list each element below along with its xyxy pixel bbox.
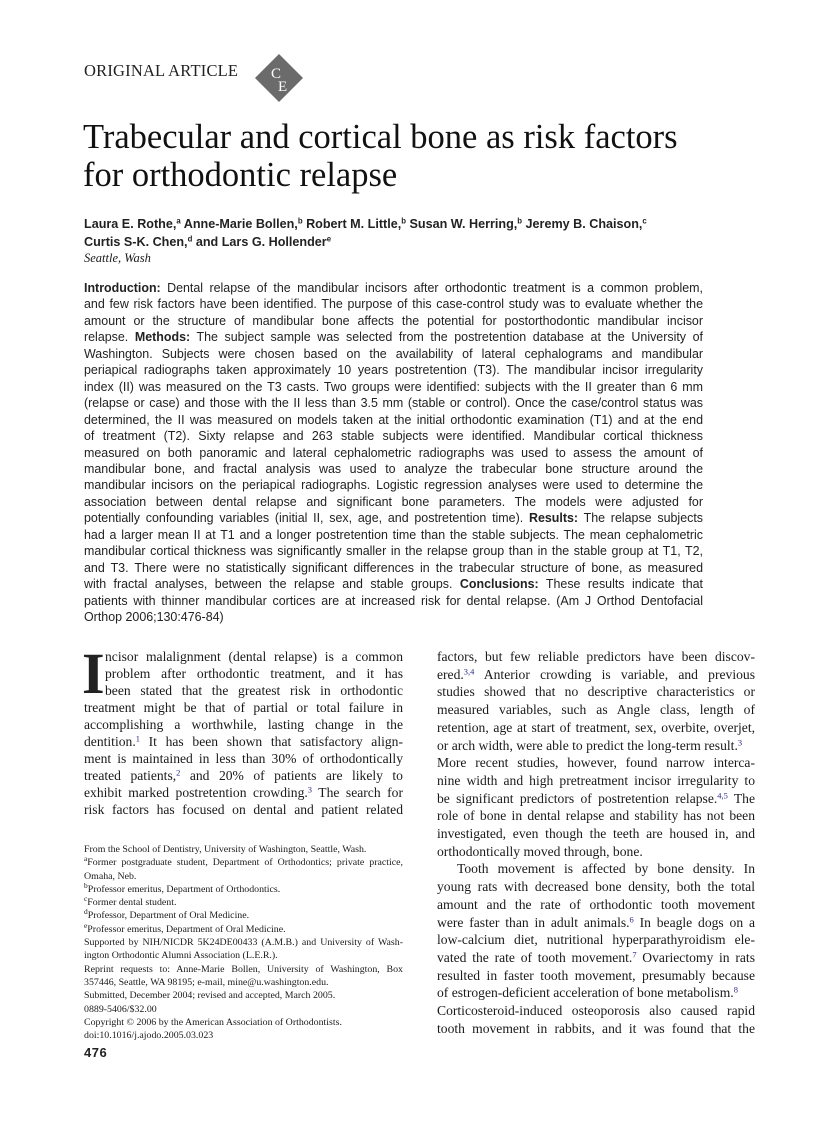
superscript: d: [187, 234, 193, 244]
text-run: Supported by NIH/NICDR 5K24DE00433 (A.M.B.) and University of Wash-: [84, 937, 403, 949]
text-run: of treatment (T2). Sixty relapse and 263 stable subjects were identified. Mandibular cortical thickness: [84, 429, 703, 444]
text-line: [437, 754, 755, 772]
text-run: problem after orthodontic treatment, and it has: [105, 666, 403, 681]
text-run: orthodontically moved through, bone.: [437, 843, 643, 859]
superscript: a: [84, 854, 88, 864]
superscript: c: [84, 894, 88, 904]
text-line: [437, 790, 755, 808]
text-line: [84, 313, 703, 329]
text-run: amount and the rate of orthodontic tooth movement: [437, 896, 755, 912]
text-run: Tooth movement is affected by bone density. In: [457, 861, 755, 877]
text-line: [84, 412, 703, 428]
text-run: measured on both panoramic and lateral cephalometric radiographs was used to assess the amount of: [84, 445, 703, 460]
text-run: The relapse subjects: [578, 511, 704, 526]
text-line: [84, 699, 403, 716]
text-run: Laura E. Rothe,: [84, 217, 177, 231]
text-run: vated the rate of tooth movement.: [437, 949, 633, 965]
text-line: [84, 494, 703, 510]
text-line: [84, 576, 703, 592]
text-run: and 20% of patients are likely to: [180, 768, 403, 783]
text-line: [84, 843, 403, 856]
text-run: were faster than in adult animals.: [437, 914, 630, 930]
superscript: e: [326, 234, 332, 244]
text-line: [84, 665, 403, 682]
article-title: [83, 118, 678, 194]
text-line: [84, 510, 703, 526]
text-run: In beagle dogs on a: [633, 914, 755, 930]
text-line: [84, 936, 403, 949]
text-run: tooth movement in rabbits, and it was found that the: [437, 1020, 755, 1036]
text-line: [84, 989, 403, 1002]
text-run: Robert M. Little,: [302, 217, 402, 231]
superscript: b: [297, 216, 303, 226]
superscript: d: [84, 907, 88, 917]
text-run: Anterior crowding is variable, and previous: [474, 666, 755, 682]
text-run: Curtis S-K. Chen,: [84, 235, 188, 249]
text-run: determined, the II was measured on models taken at the initial orthodontic examination (T1) and at the end: [84, 412, 703, 427]
superscript: c: [642, 216, 647, 226]
badge-letter-e: E: [278, 79, 288, 95]
superscript: 3: [737, 736, 743, 747]
text-run: exhibit marked postretention crowding.: [84, 785, 308, 800]
text-run: relapse.: [84, 330, 135, 345]
text-run: investigated, even though the teeth are housed in, and: [437, 826, 755, 842]
text-run: Omaha, Neb.: [84, 870, 137, 882]
text-line: [437, 843, 755, 861]
text-line: [84, 593, 703, 609]
text-line: [84, 543, 703, 559]
text-line: [437, 807, 755, 825]
text-line: [84, 784, 403, 801]
text-line: [84, 856, 403, 869]
text-run: nine width and high pretreatment incisor irregularity to: [437, 772, 755, 788]
text-line: [437, 719, 755, 737]
text-line: [84, 920, 403, 936]
superscript: b: [401, 216, 406, 226]
section-heading: Conclusions:: [459, 577, 539, 592]
superscript: 4,5: [717, 790, 728, 800]
text-run: and T3. There were no statistically significant differences in the trabecular structure of bone, as measured: [84, 560, 703, 575]
text-run: resulted in faster tooth movement, presumably because: [437, 967, 755, 983]
text-run: treatment might be that of partial or total failure in: [84, 700, 403, 715]
text-run: association between dental relapse and significant bone parameters. The models were adjusted for: [84, 494, 703, 509]
superscript: 3,4: [463, 666, 475, 677]
text-run: Ovariectomy in rats: [636, 949, 755, 965]
text-run: accomplishing a worthwhile, lasting change in the: [84, 717, 403, 732]
text-run: ington Orthodontic Alumni Association (L.E.R.).: [84, 950, 278, 962]
text-run: It has been shown that satisfactory align-: [139, 734, 403, 749]
text-run: low-calcium diet, nutritional hyperparathyroidism ele-: [437, 932, 755, 948]
text-run: Former postgraduate student, Department of Orthodontics; private practice,: [87, 857, 403, 869]
text-run: Professor emeritus, Department of Orthodontics.: [87, 883, 281, 895]
text-line: [437, 1002, 755, 1020]
text-line: [84, 648, 403, 665]
section-label: ORIGINAL ARTICLE: [84, 61, 239, 80]
text-run: Professor, Department of Oral Medicine.: [87, 910, 250, 922]
text-run: potentially confounding variables (initial II, sex, age, and postretention time).: [84, 511, 529, 526]
text-line: [84, 296, 703, 312]
text-line: [437, 949, 755, 967]
text-line: [84, 909, 403, 922]
text-line: [437, 967, 755, 985]
text-run: index (II) was measured on the T3 casts. Two groups were identified: subjects with the II greater than 6 mm: [84, 379, 703, 394]
title-line: Trabecular and cortical bone as risk factors: [83, 118, 678, 156]
text-run: and few risk factors have been identified. The purpose of this case-control study was to evaluate whether the: [84, 297, 703, 312]
text-run: or arch width, were able to predict the long-term result.: [437, 737, 738, 753]
superscript: 7: [632, 949, 637, 960]
text-line: [84, 428, 703, 444]
drop-cap: I: [82, 641, 105, 706]
text-run: mandibular cortical thickness was significantly smaller in the relapse group than in the stable group at T1, T2,: [84, 544, 703, 559]
text-run: Orthop 2006;130:476-84): [84, 610, 224, 625]
text-line: [84, 461, 703, 477]
text-line: [84, 609, 703, 625]
superscript: 3: [307, 784, 312, 795]
text-run: patients with thinner mandibular cortices are at increased risk for dental relapse. (Am J Orthod Dentofacial: [84, 593, 703, 608]
text-run: (relapse or case) and those with the II less than 3.5 mm (stable or control). Once the case/control status was: [84, 396, 703, 411]
author-list: [84, 215, 647, 251]
body-column-right: [437, 648, 755, 1037]
text-run: Susan W. Herring,: [406, 217, 518, 231]
text-run: dentition.: [84, 734, 136, 749]
text-line: [84, 395, 703, 411]
text-line: [437, 931, 755, 949]
text-line: [84, 870, 403, 883]
text-run: Submitted, December 2004; revised and accepted, March 2005.: [84, 990, 336, 1002]
text-run: 0889-5406/$32.00: [84, 1003, 157, 1015]
text-run: From the School of Dentistry, University of Washington, Seattle, Wash.: [84, 844, 367, 855]
text-run: doi:10.1016/j.ajodo.2005.03.023: [84, 1030, 214, 1042]
text-line: [437, 666, 755, 684]
text-line: [84, 733, 403, 750]
text-run: had a larger mean II at T1 and a longer postretention time than the stable subjects. The mean cephalometric: [84, 527, 703, 542]
section-heading: Results:: [528, 511, 579, 526]
text-run: ment is maintained in less than 30% of orthodontically: [84, 751, 403, 766]
text-run: More recent studies, however, found narrow interca-: [437, 755, 755, 771]
text-line: [437, 701, 755, 719]
text-run: risk factors has focused on dental and patient related: [84, 802, 403, 817]
text-run: Jeremy B. Chaison,: [522, 217, 643, 231]
text-line: [84, 1003, 403, 1016]
section-heading: Methods:: [134, 330, 191, 345]
text-line: [84, 527, 703, 543]
text-run: amount or the structure of mandibular bone affects the potential for postorthodontic mandibular incisor: [84, 313, 703, 328]
text-line: [84, 379, 703, 395]
text-run: with fractal analyses, between the relapse and stable groups.: [84, 577, 460, 592]
ce-badge-icon: [254, 53, 304, 103]
text-line: [84, 767, 403, 784]
text-line: [84, 963, 403, 976]
text-line: [437, 648, 755, 666]
section-heading: Introduction:: [84, 281, 161, 295]
text-line: [437, 772, 755, 790]
superscript: 6: [629, 913, 634, 924]
text-line: [437, 896, 755, 914]
text-run: factors, but few reliable predictors have been discov-: [437, 649, 755, 664]
text-run: periapical radiographs taken approximately 10 years postretention (T3). The mandibular incisor irregularity: [84, 363, 703, 378]
text-line: [84, 1016, 403, 1029]
text-line: [84, 477, 703, 493]
text-run: of estrogen-deficient acceleration of bone metabolism.: [437, 985, 734, 1001]
text-run: mandibular incisors on the periapical radiographs. Logistic regression analyses were used to determine the: [84, 478, 703, 493]
abstract: [84, 280, 703, 626]
text-run: Reprint requests to: Anne-Marie Bollen, University of Washington, Box: [84, 963, 403, 975]
text-line: [84, 682, 403, 699]
text-run: ered.: [437, 666, 464, 682]
text-run: The subject sample was selected from the postretention database at the University of: [190, 330, 703, 345]
text-run: 357446, Seattle, WA 98195; e-mail, mine@u.washington.edu.: [84, 976, 329, 988]
text-line: [84, 896, 403, 909]
text-run: The search for: [312, 785, 403, 800]
badge-letter-c: C: [271, 66, 282, 82]
text-line: [84, 445, 703, 461]
text-run: be significant predictors of postretention relapse.: [437, 790, 718, 806]
text-run: Copyright © 2006 by the American Association of Orthodontists.: [84, 1016, 342, 1028]
text-line: [84, 716, 403, 733]
text-line: [84, 280, 703, 296]
text-line: [84, 949, 403, 962]
superscript: a: [176, 216, 181, 226]
page-number: 476: [84, 1045, 108, 1060]
text-run: Former dental student.: [87, 897, 177, 909]
text-run: measured variables, such as Angle class, length of: [437, 702, 755, 718]
text-line: [84, 976, 403, 989]
author-line: [84, 215, 647, 233]
superscript: 2: [176, 767, 181, 778]
superscript: e: [84, 920, 88, 930]
text-run: ncisor malalignment (dental relapse) is a common: [105, 649, 403, 664]
text-line: [437, 860, 755, 878]
text-line: [84, 560, 703, 576]
superscript: 1: [135, 733, 140, 744]
text-line: [84, 1029, 403, 1042]
text-line: [84, 750, 403, 767]
text-run: Washington. Subjects were chosen based on the availability of lateral cephalograms and mandibular: [84, 346, 703, 361]
author-location: Seattle, Wash: [84, 251, 151, 265]
text-run: Professor emeritus, Department of Oral Medicine.: [87, 923, 286, 935]
text-run: Corticosteroid-induced osteoporosis also caused rapid: [437, 1003, 755, 1019]
text-run: These results indicate that: [538, 577, 703, 592]
text-run: Anne-Marie Bollen,: [180, 217, 298, 231]
text-run: been stated that the greatest risk in orthodontic: [105, 683, 403, 698]
text-line: [84, 880, 403, 896]
text-line: [437, 825, 755, 843]
title-line: for orthodontic relapse: [83, 156, 398, 194]
text-line: [437, 737, 755, 755]
text-line: [84, 801, 403, 818]
body-column-left: [82, 641, 403, 818]
superscript: b: [517, 216, 523, 226]
text-run: treated patients,: [84, 768, 177, 783]
text-line: [437, 1020, 755, 1038]
text-run: and Lars G. Hollender: [192, 235, 327, 249]
text-line: [437, 683, 755, 701]
text-run: The: [727, 790, 756, 806]
text-run: role of bone in dental relapse and stability has not been: [437, 808, 755, 824]
superscript: b: [84, 880, 88, 890]
text-line: [84, 362, 703, 378]
author-line: [84, 233, 647, 251]
text-line: [84, 346, 703, 362]
text-run: studies showed that no descriptive characteristics or: [437, 684, 755, 700]
text-line: [437, 914, 755, 932]
text-run: young rats with decreased bone density, both the total: [437, 879, 755, 895]
superscript: 8: [733, 984, 738, 995]
text-line: [437, 878, 755, 896]
footnotes: [84, 843, 403, 1042]
text-line: [84, 329, 703, 345]
text-run: retention, age at start of treatment, sex, overbite, overjet,: [437, 719, 755, 735]
text-run: mandibular bone, and fractal analysis was used to analyze the trabecular bone structure around the: [84, 461, 703, 476]
text-line: [437, 984, 755, 1002]
text-run: Dental relapse of the mandibular incisors after orthodontic treatment is a common problem,: [160, 281, 703, 295]
